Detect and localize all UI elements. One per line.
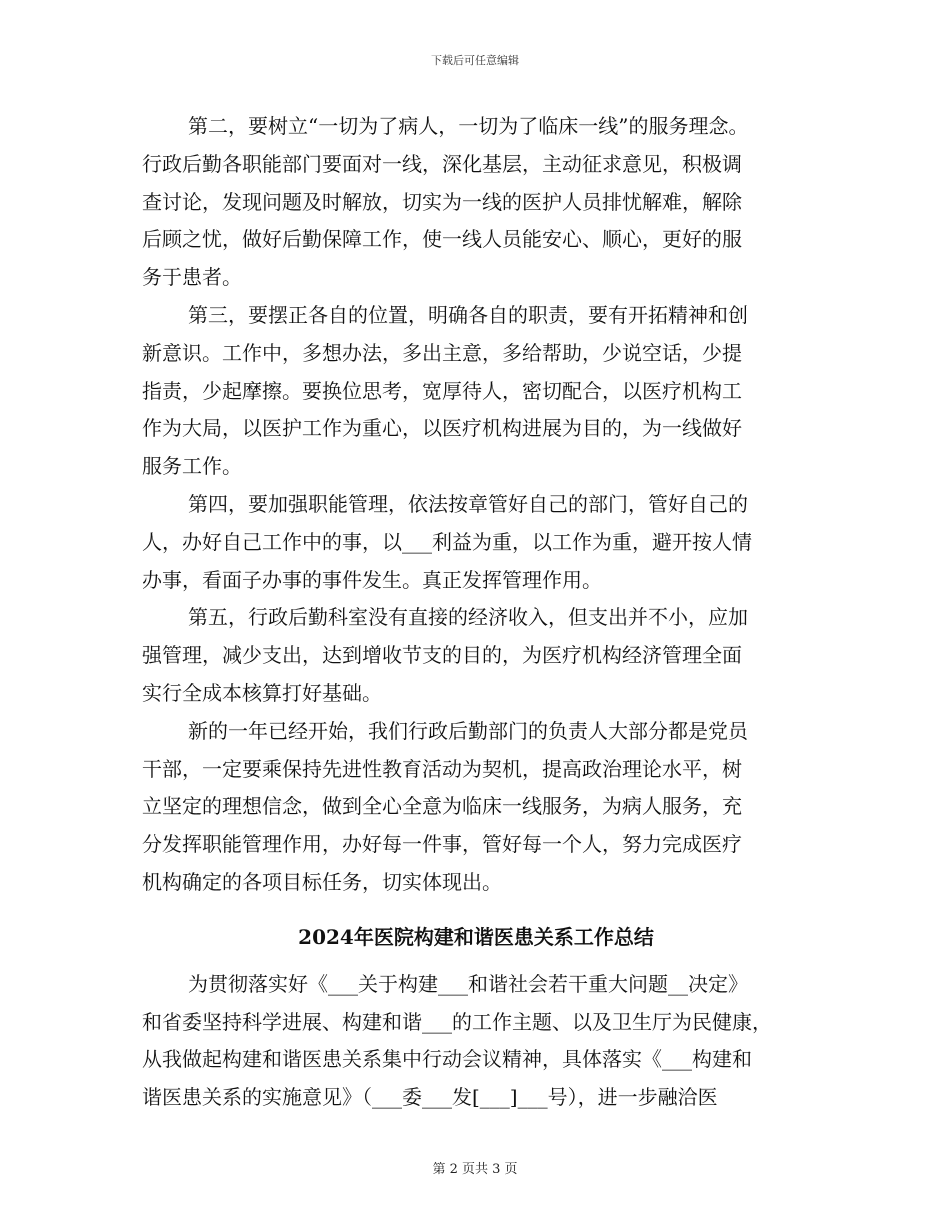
- document-body: [142, 108, 810, 1117]
- text-line: 和省委坚持科学进展、构建和谐___的工作主题、以及卫生厅为民健康，: [142, 1009, 772, 1034]
- text-line: 第二，要树立“一切为了病人，一切为了临床一线”的服务理念。: [188, 114, 749, 138]
- text-line: 办事，看面子办事的事件发生。真正发挥管理作用。: [142, 567, 602, 592]
- text-line: 新的一年已经开始，我们行政后勤部门的负责人大部分都是党员: [188, 718, 748, 743]
- text-line: 谐医患关系的实施意见》（___委___发[___]___号），进一步融洽医: [142, 1085, 718, 1110]
- text-line: 人，办好自己工作中的事，以___利益为重，以工作为重，避开按人情: [142, 529, 752, 554]
- text-line: 第五，行政后勤科室没有直接的经济收入，但支出并不小，应加: [188, 605, 748, 630]
- paragraph-new-year: [142, 713, 810, 902]
- text-line: 机构确定的各项目标任务，切实体现出。: [142, 869, 502, 894]
- text-line: 立坚定的理想信念，做到全心全意为临床一线服务，为病人服务，充: [142, 794, 742, 819]
- page-footer: 第 2 页共 3 页: [432, 1162, 518, 1177]
- text-line: 新意识。工作中，多想办法，多出主意，多给帮助，少说空话，少提: [142, 340, 742, 365]
- text-line: 为贯彻落实好《___关于构建___和谐社会若干重大问题__决定》: [188, 971, 748, 996]
- text-line: 从我做起构建和谐医患关系集中行动会议精神，具体落实《___构建和: [142, 1047, 752, 1072]
- text-line: 强管理，减少支出，达到增收节支的目的，为医疗机构经济管理全面: [142, 643, 742, 668]
- text-line: 实行全成本核算打好基础。: [142, 680, 382, 705]
- text-line: 行政后勤各职能部门要面对一线，深化基层，主动征求意见，积极调: [142, 151, 742, 176]
- text-line: 后顾之忧，做好后勤保障工作，使一线人员能安心、顺心，更好的服: [142, 227, 742, 252]
- paragraph-cost-control: [142, 599, 810, 712]
- text-line: 服务工作。: [142, 454, 242, 479]
- page-header: 下载后可任意编辑: [431, 54, 519, 67]
- paragraph-service-concept: [142, 108, 810, 297]
- paragraph-functional-management: [142, 486, 810, 599]
- paragraph-implementation: [142, 966, 810, 1117]
- text-line: 第四，要加强职能管理，依法按章管好自己的部门，管好自己的: [188, 491, 748, 516]
- section-title: 2024年医院构建和谐医患关系工作总结: [298, 924, 654, 949]
- text-line: 指责，少起摩擦。要换位思考，宽厚待人，密切配合，以医疗机构工: [142, 378, 742, 403]
- text-line: 查讨论，发现问题及时解放，切实为一线的医护人员排忧解难，解除: [142, 189, 742, 214]
- text-line: 分发挥职能管理作用，办好每一件事，管好每一个人，努力完成医疗: [142, 832, 742, 857]
- text-line: 作为大局，以医护工作为重心，以医疗机构进展为目的，为一线做好: [142, 416, 742, 441]
- text-line: 第三，要摆正各自的位置，明确各自的职责，要有开拓精神和创: [188, 302, 748, 327]
- text-line: 务于患者。: [142, 265, 242, 290]
- paragraph-positions-duties: [142, 297, 810, 486]
- text-line: 干部，一定要乘保持先进性教育活动为契机，提高政治理论水平，树: [142, 756, 742, 781]
